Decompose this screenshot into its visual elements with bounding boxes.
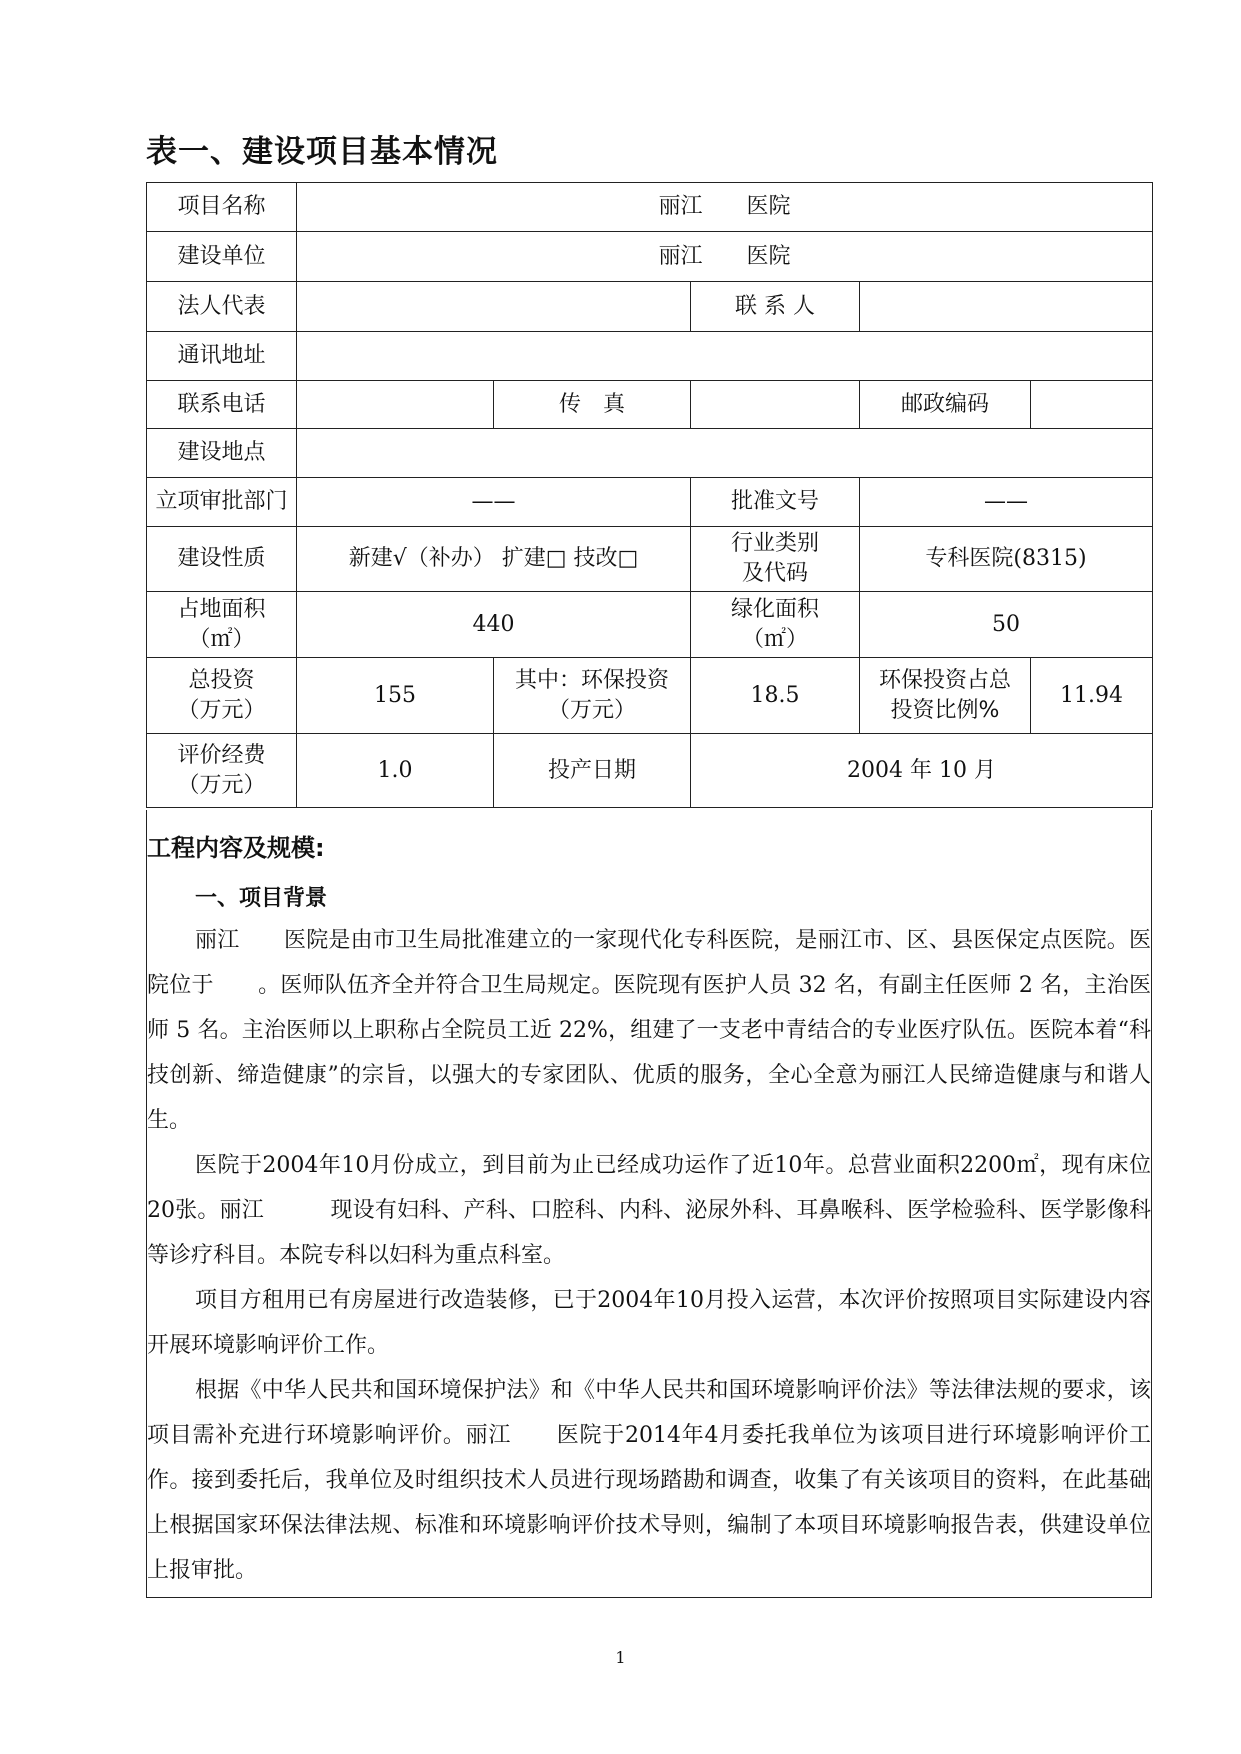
contact-label: 联 系 人: [691, 282, 860, 332]
env-ratio-label-line: 投资比例%: [890, 697, 1000, 723]
green-area-label-line: 绿化面积: [730, 596, 819, 622]
land-area-label-line: 占地面积: [177, 596, 266, 622]
address-value: [297, 332, 1153, 381]
table-row: [147, 381, 1153, 429]
industry-label-line: 行业类别: [730, 531, 819, 556]
postcode-label: 邮政编码: [860, 381, 1031, 429]
contact-value: [860, 282, 1153, 332]
land-area-label: [147, 592, 297, 658]
eval-fee-value: 1.0: [297, 734, 494, 808]
project-name-label: 项目名称: [147, 183, 297, 232]
nature-label: 建设性质: [147, 527, 297, 592]
project-content-section: [146, 810, 1152, 1598]
table-row: [147, 332, 1153, 381]
project-name-value: 丽江 医院: [297, 183, 1153, 232]
industry-value: 专科医院(8315): [860, 527, 1153, 592]
green-area-value: 50: [860, 592, 1153, 658]
address-label: 通讯地址: [147, 332, 297, 381]
nature-value: 新建√（补办） 扩建□ 技改□: [297, 527, 691, 592]
env-investment-label-line: （万元）: [547, 697, 636, 723]
approval-dept-label: 立项审批部门: [147, 478, 297, 527]
green-area-label: [691, 592, 860, 658]
fax-value: [691, 381, 860, 429]
industry-label-line: 及代码: [741, 561, 808, 586]
table-row: [147, 282, 1153, 332]
location-label: 建设地点: [147, 429, 297, 478]
phone-label: 联系电话: [147, 381, 297, 429]
paragraph: 丽江 医院是由市卫生局批准建立的一家现代化专科医院，是丽江市、区、县医保定点医院。医院位于 。医师队伍齐全并符合卫生局规定。医院现有医护人员 32 名，有副主任医师 2 名，主治医师 5 名。主治医师以上职称占全院员工近 22%，组建了一支老中青结合的专业医疗队伍。医院本着“科技创新、缔造健康”的宗旨，以强大的专家团队、优质的服务，全心全意为丽江人民缔造健康与和谐人生。: [147, 928, 1151, 1133]
paragraph: 项目方租用已有房屋进行改造装修，已于2004年10月投入运营，本次评价按照项目实际建设内容开展环境影响评价工作。: [147, 1288, 1151, 1358]
legal-rep-label: 法人代表: [147, 282, 297, 332]
operation-date-label: 投产日期: [494, 734, 691, 808]
green-area-label-line: （㎡）: [741, 626, 808, 652]
table-row: [147, 429, 1153, 478]
total-investment-value: 155: [297, 658, 494, 734]
location-value: [297, 429, 1153, 478]
env-ratio-value: 11.94: [1031, 658, 1153, 734]
section-subheading: 一、项目背景: [195, 886, 328, 911]
postcode-value: [1031, 381, 1153, 429]
table-row: [147, 658, 1153, 734]
industry-label: [691, 527, 860, 592]
eval-fee-label-line: （万元）: [177, 772, 266, 798]
env-ratio-label: [860, 658, 1031, 734]
approval-no-label: 批准文号: [691, 478, 860, 527]
total-investment-label-line: 总投资: [188, 667, 255, 693]
total-investment-label: [147, 658, 297, 734]
operation-date-value: 2004 年 10 月: [691, 734, 1153, 808]
approval-no-value: ——: [860, 478, 1153, 527]
legal-rep-value: [297, 282, 691, 332]
page-title: 表一、建设项目基本情况: [146, 134, 498, 170]
table-row: [147, 183, 1153, 232]
total-investment-label-line: （万元）: [177, 697, 266, 723]
builder-value: 丽江 医院: [297, 232, 1153, 282]
section-heading: 工程内容及规模:: [147, 834, 325, 862]
project-info-table: [146, 182, 1153, 808]
land-area-label-line: （㎡）: [188, 626, 255, 652]
env-ratio-label-line: 环保投资占总: [878, 667, 1011, 693]
env-investment-label-line: 其中：环保投资: [514, 667, 669, 693]
table-row: [147, 232, 1153, 282]
env-investment-label: [494, 658, 691, 734]
table-row: [147, 527, 1153, 592]
fax-label: 传 真: [494, 381, 691, 429]
table-row: [147, 478, 1153, 527]
page-number: 1: [615, 1648, 626, 1667]
env-investment-value: 18.5: [691, 658, 860, 734]
phone-value: [297, 381, 494, 429]
paragraph: 医院于2004年10月份成立，到目前为止已经成功运作了近10年。总营业面积2200㎡，现有床位20张。丽江 现设有妇科、产科、口腔科、内科、泌尿外科、耳鼻喉科、医学检验科、医学影像科等诊疗科目。本院专科以妇科为重点科室。: [147, 1153, 1151, 1268]
approval-dept-value: ——: [297, 478, 691, 527]
table-row: [147, 734, 1153, 808]
eval-fee-label-line: 评价经费: [177, 742, 266, 768]
eval-fee-label: [147, 734, 297, 808]
table-row: [147, 592, 1153, 658]
builder-label: 建设单位: [147, 232, 297, 282]
paragraph: 根据《中华人民共和国环境保护法》和《中华人民共和国环境影响评价法》等法律法规的要求，该项目需补充进行环境影响评价。丽江 医院于2014年4月委托我单位为该项目进行环境影响评价工作。接到委托后，我单位及时组织技术人员进行现场踏勘和调查，收集了有关该项目的资料，在此基础上根据国家环保法律法规、标准和环境影响评价技术导则，编制了本项目环境影响报告表，供建设单位上报审批。: [147, 1378, 1151, 1583]
land-area-value: 440: [297, 592, 691, 658]
